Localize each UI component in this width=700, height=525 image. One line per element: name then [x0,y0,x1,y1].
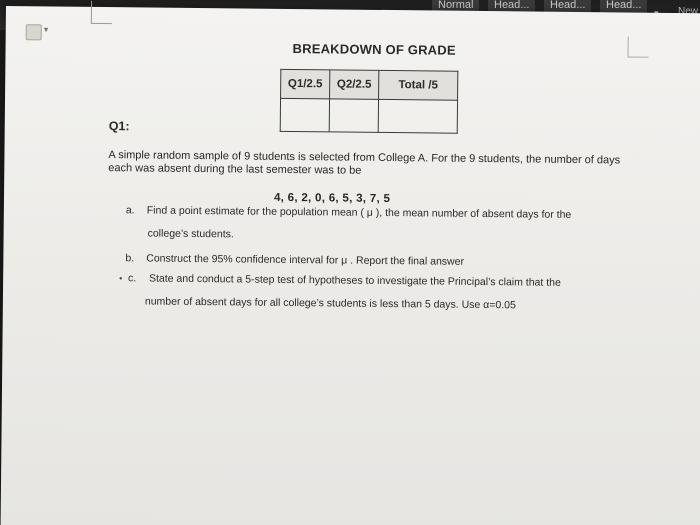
item-marker: a. [125,204,135,217]
margin-corner-mark [91,1,112,24]
table-cell-q2[interactable] [329,99,378,133]
bullet-dot-icon: • [119,273,123,284]
style-normal-button[interactable]: Normal [432,0,479,16]
table-cell-q1[interactable] [280,98,329,132]
list-item-continuation: number of absent days for all college’s students is less than 5 days. Use α=0.05 [144,295,516,312]
style-heading1-button[interactable]: Head... [488,0,535,16]
item-text: Find a point estimate for the population mean ( μ ), the mean number of absent days for the [146,204,572,221]
question-intro: A simple random sample of 9 students is selected from College A. For the 9 students, the number of days each was absent during the last semester was to be [108,149,621,177]
margin-corner-mark [627,37,648,58]
page-tools [26,20,96,45]
new-style-button[interactable]: New [677,6,698,17]
document-page [1,6,700,525]
table-header-q1: Q1/2.5 [281,69,330,99]
style-heading3-button[interactable]: Head... [600,0,647,16]
table-header-q2: Q2/2.5 [330,70,379,100]
list-item [119,271,649,291]
grade-table [280,69,459,134]
data-values: 4, 6, 2, 0, 6, 5, 3, 7, 5 [273,191,391,206]
table-cell-total[interactable] [378,99,457,133]
table-header-total: Total /5 [379,70,458,100]
item-marker: c. [128,272,137,285]
document-icon[interactable] [26,24,42,40]
list-item [126,203,646,222]
list-item [125,251,645,270]
chevron-down-icon[interactable]: ▾ [43,24,49,35]
table-row [280,98,457,133]
style-heading2-button[interactable]: Head... [544,0,591,16]
question-label: Q1: [108,119,130,134]
table-row [281,69,458,100]
item-marker: b. [125,252,135,265]
item-text: Construct the 95% confidence interval for μ . Report the final answer [146,252,465,268]
page-title: BREAKDOWN OF GRADE [292,41,456,58]
list-item-continuation: college’s students. [147,227,234,241]
item-text: State and conduct a 5-step test of hypotheses to investigate the Principal’s claim that the [148,272,561,289]
